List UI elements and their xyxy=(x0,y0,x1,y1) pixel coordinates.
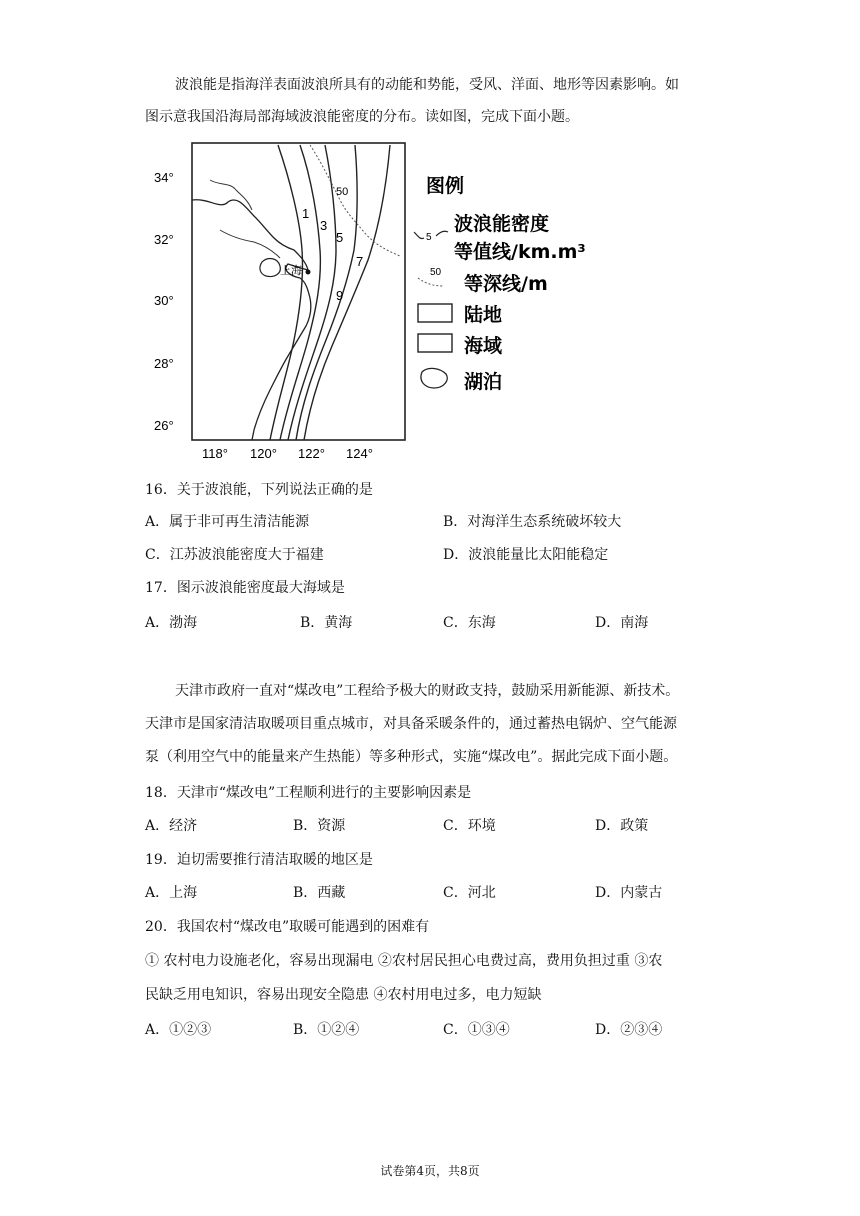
q19-stem: 19．迫切需要推行清洁取暖的地区是 xyxy=(145,852,373,868)
lat-label-28: 28° xyxy=(154,356,174,371)
map-legend xyxy=(414,174,586,393)
q18-option-b: B．资源 xyxy=(293,818,346,834)
lat-label-32: 32° xyxy=(154,232,174,247)
q17-option-b: B．黄海 xyxy=(300,615,353,631)
q20-option-c: C．①③④ xyxy=(443,1022,510,1038)
contour-label-50: 50 xyxy=(336,186,349,198)
q16-option-b: B．对海洋生态系统破坏较大 xyxy=(443,514,622,530)
legend-wave-label-line1: 波浪能密度 xyxy=(454,213,550,235)
q18-option-c: C．环境 xyxy=(443,818,496,834)
contour-label-9: 9 xyxy=(336,288,344,303)
page-footer: 试卷第4页，共8页 xyxy=(380,1164,480,1178)
q16-option-a: A．属于非可再生清洁能源 xyxy=(145,514,310,530)
passage1-line2: 图示意我国沿海局部海域波浪能密度的分布。读如图，完成下面小题。 xyxy=(145,109,579,125)
legend-land-swatch xyxy=(418,304,452,322)
passage2-line1: 天津市政府一直对“煤改电”工程给予极大的财政支持，鼓励采用新能源、新技术。 xyxy=(175,683,680,699)
lat-label-30: 30° xyxy=(154,293,174,308)
legend-lake-label: 湖泊 xyxy=(464,371,503,393)
shanghai-marker xyxy=(306,270,311,275)
q20-option-a: A．①②③ xyxy=(145,1022,212,1038)
q20-statement-line2: 民缺乏用电知识，容易出现安全隐患 ④农村用电过多，电力短缺 xyxy=(145,987,542,1003)
legend-land-label: 陆地 xyxy=(464,304,503,326)
legend-wave-contour-symbol xyxy=(414,232,424,239)
legend-wave-label-line2: 等值线/km.m³ xyxy=(454,241,586,263)
q18-stem: 18．天津市“煤改电”工程顺利进行的主要影响因素是 xyxy=(145,785,472,801)
q20-stem: 20．我国农村“煤改电”取暖可能遇到的困难有 xyxy=(145,919,430,935)
q17-option-a: A．渤海 xyxy=(145,615,198,631)
q19-option-d: D．内蒙古 xyxy=(595,885,663,901)
legend-depth-symbol: 50 xyxy=(430,267,442,278)
legend-sea-label: 海域 xyxy=(464,335,503,357)
q17-option-c: C．东海 xyxy=(443,615,496,631)
city-label-shanghai: 上海 xyxy=(280,265,302,277)
lat-label-34: 34° xyxy=(154,170,174,185)
q20-option-d: D．②③④ xyxy=(595,1022,663,1038)
q18-option-a: A．经济 xyxy=(145,818,198,834)
q19-option-a: A．上海 xyxy=(145,885,198,901)
legend-sea-swatch xyxy=(418,334,452,352)
wave-energy-map-figure xyxy=(150,140,640,465)
q19-option-c: C．河北 xyxy=(443,885,496,901)
lon-label-118: 118° xyxy=(202,446,228,461)
q18-option-d: D．政策 xyxy=(595,818,649,834)
passage2-line2: 天津市是国家清洁取暖项目重点城市，对具备采暖条件的，通过蓄热电锅炉、空气能源 xyxy=(145,716,677,732)
contour-label-1: 1 xyxy=(302,206,310,221)
lon-label-122: 122° xyxy=(298,446,325,461)
q17-stem: 17．图示波浪能密度最大海域是 xyxy=(145,580,345,596)
legend-title: 图例 xyxy=(426,175,465,197)
q19-option-b: B．西藏 xyxy=(293,885,346,901)
q16-option-c: C．江苏波浪能密度大于福建 xyxy=(145,547,324,563)
legend-depth-label: 等深线/m xyxy=(464,273,548,295)
q17-option-d: D．南海 xyxy=(595,615,649,631)
svg-text:5: 5 xyxy=(426,232,432,243)
passage2-line3: 泵（利用空气中的能量来产生热能）等多种形式，实施“煤改电”。据此完成下面小题。 xyxy=(145,749,678,765)
contour-label-7: 7 xyxy=(356,254,364,269)
q20-option-b: B．①②④ xyxy=(293,1022,360,1038)
passage1-line1: 波浪能是指海洋表面波浪所具有的动能和势能，受风、洋面、地形等因素影响。如 xyxy=(175,77,679,93)
q20-statement-line1: ① 农村电力设施老化，容易出现漏电 ②农村居民担心电费过高，费用负担过重 ③农 xyxy=(145,953,663,969)
q16-option-d: D．波浪能量比太阳能稳定 xyxy=(443,547,609,563)
lon-label-120: 120° xyxy=(250,446,277,461)
contour-label-5: 5 xyxy=(336,230,344,245)
lon-label-124: 124° xyxy=(346,446,373,461)
map-frame xyxy=(192,143,405,440)
lat-label-26: 26° xyxy=(154,418,174,433)
contour-label-3: 3 xyxy=(320,218,328,233)
q16-stem: 16．关于波浪能，下列说法正确的是 xyxy=(145,482,373,498)
legend-lake-swatch xyxy=(421,368,447,388)
